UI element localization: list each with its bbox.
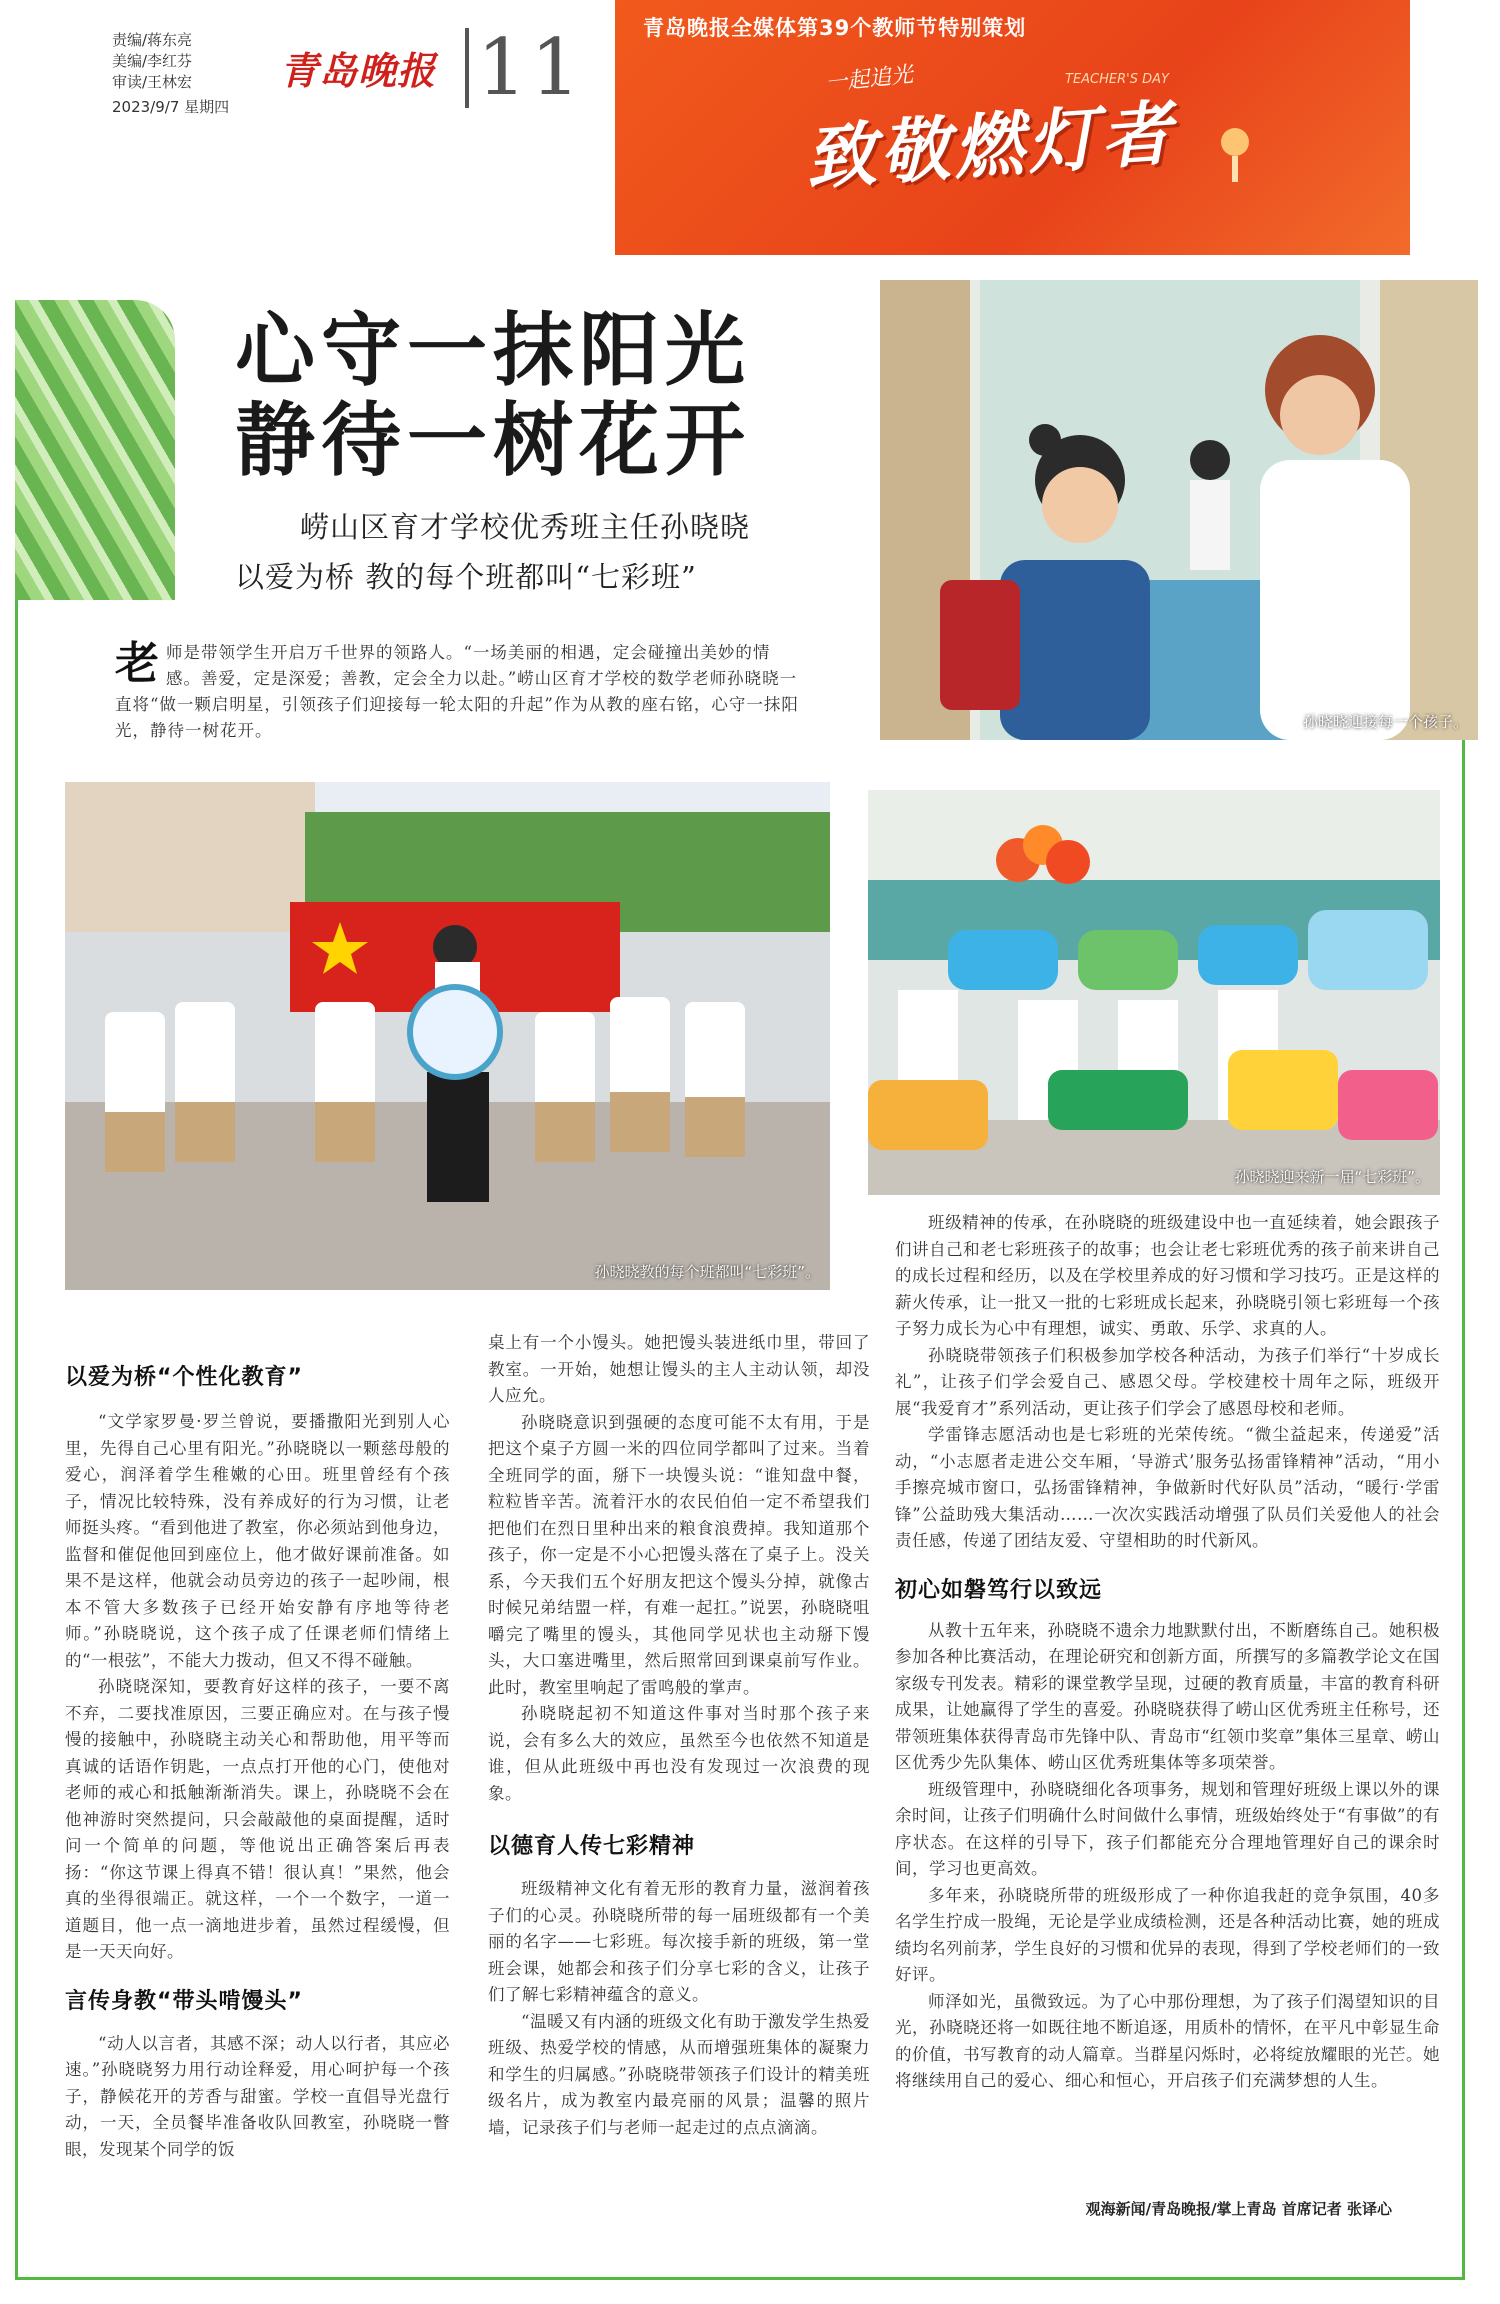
section-heading: 以爱为桥“个性化教育” — [65, 1365, 303, 1390]
paragraph: “动人以言者，其感不深；动人以行者，其应必速。”孙晓晓努力用行动诠释爱，用心呵护每一个孩子，静候花开的芳香与甜蜜。学校一直倡导光盘行动，一天，全员餐毕准备收队回教室，孙晓晓一瞥眼，发现某个同学的饭 — [65, 2033, 450, 2159]
paragraph: 孙晓晓带领孩子们积极参加学校各种活动，为孩子们举行“十岁成长礼”，让孩子们学会爱自己、感恩父母。学校建校十周年之际，班级开展“我爱育才”系列活动，更让孩子们学会了感恩母校和老师。 — [895, 1345, 1440, 1418]
article-subtitle-1: 崂山区育才学校优秀班主任孙晓晓 — [300, 510, 751, 544]
column-3-text-a — [895, 1210, 1440, 1555]
photo-caption: 孙晓晓教的每个班都叫“七彩班”。 — [594, 1263, 820, 1281]
column-1 — [65, 1360, 450, 2163]
banner-slogan-small: 一起追光 — [824, 62, 915, 97]
article-title — [235, 305, 855, 485]
byline: 观海新闻/青岛晚报/掌上青岛 首席记者 张译心 — [1085, 2200, 1392, 2218]
lamp-icon — [1205, 120, 1265, 190]
banner-headline: 青岛晚报全媒体第39个教师节特别策划 — [643, 16, 1027, 40]
column-3-text-b — [895, 1618, 1440, 2095]
banner-english: TEACHER'S DAY — [1065, 72, 1169, 87]
paragraph: 孙晓晓意识到强硬的态度可能不太有用，于是把这个桌子方圆一米的四位同学都叫了过来。当着全班同学的面，掰下一块馒头说：“谁知盘中餐，粒粒皆辛苦。流着汗水的农民伯伯一定不希望我们把他们在烈日里种出来的粮食浪费掉。我知道那个孩子，你一定是不小心把馒头落在了桌子上。没关系，今天我们五个好朋友把这个馒头分掉，就像古时候兄弟结盟一样，有难一起扛。”说罢，孙晓晓咀嚼完了嘴里的馒头，其他同学见状也主动掰下馒头，大口塞进嘴里，然后照常回到课桌前写作业。此时，教室里响起了雷鸣般的掌声。 — [488, 1412, 870, 1697]
leaf-decoration — [15, 300, 175, 600]
paragraph: “温暖又有内涵的班级文化有助于激发学生热爱班级、热爱学校的情感，从而增强班集体的凝聚力和学生的归属感。”孙晓晓带领孩子们设计的精美班级名片，成为教室内最亮丽的风景；温馨的照片墙，记录孩子们与老师一起走过的点点滴滴。 — [488, 2011, 870, 2137]
paragraph: 孙晓晓起初不知道这件事对当时那个孩子来说，会有多么大的效应，虽然至今也依然不知道是谁，但从此班级中再也没有发现过一次浪费的现象。 — [488, 1704, 870, 1803]
paragraph: 班级精神的传承，在孙晓晓的班级建设中也一直延续着，她会跟孩子们讲自己和老七彩班孩子的故事；也会让老七彩班优秀的孩子前来讲自己的成长过程和经历，以及在学校里养成的好习惯和学习技巧。正是这样的薪火传承，让一批又一批的七彩班成长起来，孙晓晓引领七彩班每一个孩子努力成长为心中有理想，诚实、勇敢、乐学、求真的人。 — [895, 1213, 1440, 1338]
photo-caption: 孙晓晓迎接每一个孩子。 — [1302, 713, 1468, 731]
section-heading: 以德育人传七彩精神 — [488, 1834, 696, 1859]
newspaper-logo: 青岛晚报 — [280, 48, 437, 93]
paragraph: 班级管理中，孙晓晓细化各项事务，规划和管理好班级上课以外的课余时间，让孩子们明确什么时间做什么事情，班级始终处于“有事做”的有序状态。在这样的引导下，孩子们都能充分合理地管理好自己的课余时间，学习也更高效。 — [895, 1779, 1440, 1878]
article-subtitle-2: 以爱为桥 教的每个班都叫“七彩班” — [235, 560, 697, 594]
paragraph: “文学家罗曼·罗兰曾说，要播撒阳光到别人心里，先得自己心里有阳光。”孙晓晓以一颗慈母般的爱心，润泽着学生稚嫩的心田。班里曾经有个孩子，情况比较特殊，没有养成好的行为习惯，让老师挺头疼。“看到他进了教室，你必须站到他身边，监督和催促他回到座位上，他才做好课前准备。如果不是这样，他就会动员旁边的孩子一起吵闹，根本不管大多数孩子已经开始安静有序地等待老师。”孙晓晓说，这个孩子成了任课老师们情绪上的“一根弦”，不能大力拨动，但又不得不碰触。 — [65, 1412, 450, 1670]
section-heading: 言传身教“带头啃馒头” — [65, 1988, 303, 2014]
photo-class-parade-image — [65, 782, 830, 1290]
photo-class-parade — [65, 782, 830, 1290]
banner-slogan: 致敬燃灯者 — [802, 91, 1178, 200]
column-1-text-b — [65, 2031, 450, 2164]
lead-text: 师是带领学生开启万千世界的领路人。“一场美丽的相遇，定会碰撞出美妙的情感。善爱，定是深爱；善教，定会全力以赴。”崂山区育才学校的数学老师孙晓晓一直将“做一颗启明星，引领孩子们迎接每一轮太阳的升起”作为从教的座右铭，心守一抹阳光，静待一树花开。 — [115, 643, 799, 740]
paragraph: 学雷锋志愿活动也是七彩班的光荣传统。“微尘益起来，传递爱”活动，“小志愿者走进公交车厢，‘导游式’服务弘扬雷锋精神”活动，“用小手擦亮城市窗口，弘扬雷锋精神，争做新时代好队员”活动，“暖行·学雷锋”公益助残大集活动……一次次实践活动增强了队员们关爱他人的社会责任感，传递了团结友爱、守望相助的时代新风。 — [895, 1425, 1440, 1550]
drop-cap: 老 — [115, 638, 160, 689]
photo-new-class — [868, 790, 1440, 1195]
section-heading: 初心如磐笃行以致远 — [895, 1577, 1103, 1603]
art-editor-credit: 美编/李红芬 — [112, 52, 193, 70]
photo-new-class-image — [868, 790, 1440, 1195]
page-number: 11 — [465, 28, 565, 108]
column-2-text-a — [488, 1330, 870, 1807]
paragraph: 桌上有一个小馒头。她把馒头装进纸巾里，带回了教室。一开始，她想让馒头的主人主动认领，却没人应允。 — [488, 1333, 870, 1405]
staff-credits — [112, 30, 292, 118]
editor-credit: 责编/蒋东亮 — [112, 31, 193, 49]
photo-caption: 孙晓晓迎来新一届“七彩班”。 — [1234, 1168, 1430, 1186]
title-line-2: 静待一树花开 — [235, 393, 751, 487]
column-2 — [488, 1330, 870, 2141]
special-feature-banner — [615, 0, 1410, 255]
lead-paragraph — [115, 640, 805, 744]
paragraph: 孙晓晓深知，要教育好这样的孩子，一要不离不弃，二要找准原因，三要正确应对。在与孩子慢慢的接触中，孙晓晓主动关心和帮助他，用平等而真诚的话语作钥匙，一点点打开他的心门，使他对老师的戒心和抵触渐渐消失。课上，孙晓晓不会在他神游时突然提问，只会敲敲他的桌面提醒，适时问一个简单的问题，等他说出正确答案后再表扬：“你这节课上得真不错！很认真！”果然，他会真的坐得很端正。就这样，一个一个数字，一道一道题目，他一点一滴地进步着，虽然过程缓慢，但是一天天向好。 — [65, 1677, 450, 1961]
photo-teacher-greeting — [880, 280, 1478, 740]
column-2-text-b — [488, 1876, 870, 2141]
issue-date: 2023/9/7 星期四 — [112, 98, 230, 116]
paragraph: 班级精神文化有着无形的教育力量，滋润着孩子们的心灵。孙晓晓所带的每一届班级都有一个美丽的名字——七彩班。每次接手新的班级，第一堂班会课，她都会和孩子们分享七彩的含义，让孩子们了解七彩精神蕴含的意义。 — [488, 1879, 870, 2004]
paragraph: 师泽如光，虽微致远。为了心中那份理想，为了孩子们渴望知识的目光，孙晓晓还将一如既往地不断追逐，用质朴的情怀，在平凡中彰显生命的价值，书写教育的动人篇章。当群星闪烁时，必将绽放耀眼的光芒。她将继续用自己的爱心、细心和恒心，开启孩子们充满梦想的人生。 — [895, 1991, 1440, 2090]
column-1-text-a — [65, 1409, 450, 1966]
photo-teacher-greeting-image — [880, 280, 1478, 740]
proofreader-credit: 审读/王林宏 — [112, 73, 193, 91]
paragraph: 从教十五年来，孙晓晓不遗余力地默默付出，不断磨练自己。她积极参加各种比赛活动，在理论研究和创新方面，所撰写的多篇教学论文在国家级专刊发表。精彩的课堂教学呈现，过硬的教育质量，丰富的教育科研成果，让她赢得了学生的喜爱。孙晓晓获得了崂山区优秀班主任称号，还带领班集体获得青岛市先锋中队、青岛市“红领巾奖章”集体三星章、崂山区优秀少先队集体、崂山区优秀班集体等多项荣誉。 — [895, 1620, 1440, 1772]
column-3 — [895, 1210, 1440, 2095]
title-line-1: 心守一抹阳光 — [235, 303, 751, 397]
paragraph: 多年来，孙晓晓所带的班级形成了一种你追我赶的竞争氛围，40多名学生拧成一股绳，无论是学业成绩检测，还是各种活动比赛，她的班成绩均名列前茅，学生良好的习惯和优异的表现，得到了学校老师们的一致好评。 — [895, 1885, 1440, 1984]
